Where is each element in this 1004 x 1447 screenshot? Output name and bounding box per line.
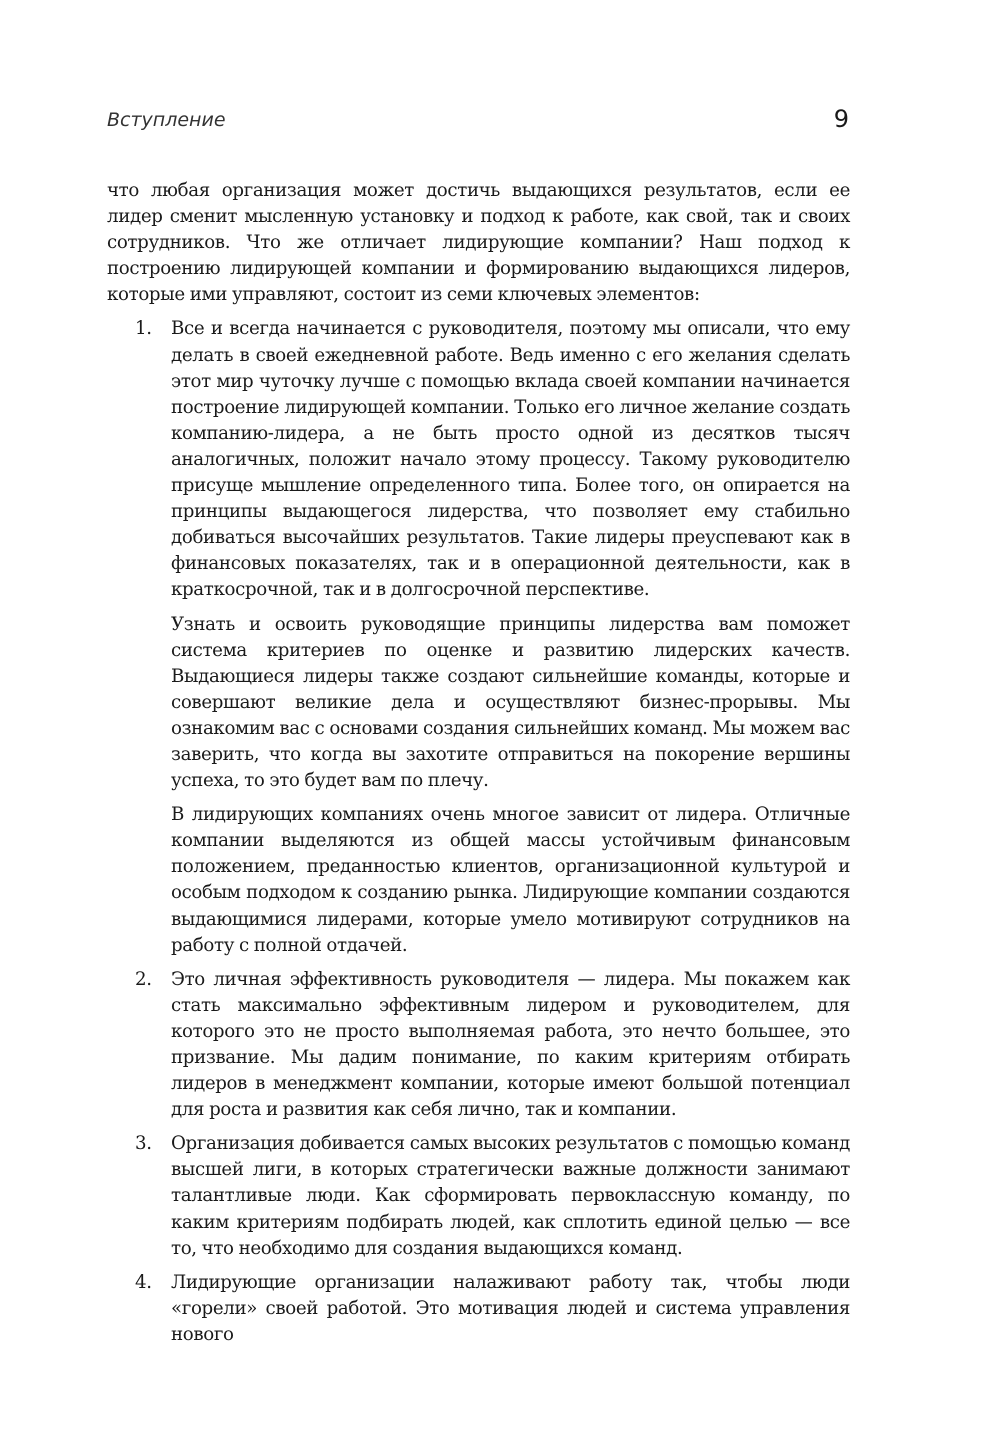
numbered-list: [107, 316, 850, 1348]
list-item-paragraph: В лидирующих компаниях очень многое зависит от лидера. Отличные компании выделяются из общей массы устойчивым финансовым положением, преданностью клиентов, организационной культурой и особым подходом к созданию рынка. Лидирующие компании создаются выдающимися лидерами, которые умело мотивируют сотрудников на работу с полной отдачей.: [171, 804, 850, 956]
list-item-number: 1.: [135, 318, 152, 340]
list-item-number: 2.: [135, 968, 152, 990]
list-item: [107, 1270, 850, 1348]
list-item: [107, 316, 850, 958]
list-item: [107, 1131, 850, 1261]
list-item-paragraph: Это личная эффективность руководителя — лидера. Мы покажем как стать максимально эффективным лидером и руководителем, для которого это не просто выполняемая работа, это нечто большее, это призвание. Мы дадим понимание, по каким критериям отбирать лидеров в менеджмент компании, которые имеют большой потенциал для роста и развития как себя лично, так и компании.: [171, 968, 850, 1121]
list-item-paragraph: Все и всегда начинается с руководителя, поэтому мы описали, что ему делать в своей ежедневной работе. Ведь именно с его желания сделать этот мир чуточку лучше с помощью вклада своей компании начинается построение лидирующей компании. Только его личное желание создать компанию-лидера, а не быть просто одной из десятков тысяч аналогичных, положит начало этому процессу. Такому руководителю присуще мышление определенного типа. Более того, он опирается на принципы выдающегося лидерства, что позволяет ему стабильно добиваться высочайших результатов. Такие лидеры преуспевают как в финансовых показателях, так и в операционной деятельности, как в краткосрочной, так и в долгосрочной перспективе.: [171, 318, 850, 601]
list-item: [107, 967, 850, 1124]
running-title: Вступление: [107, 109, 226, 131]
list-item-paragraph: Организация добивается самых высоких результатов с помощью команд высшей лиги, в которых стратегически важные должности занимают талантливые люди. Как сформировать первоклассную команду, по каким критериям подбирать людей, как сплотить единой целью — все то, что необходимо для создания выдающихся команд.: [171, 1133, 850, 1259]
list-item-number: 4.: [135, 1271, 152, 1293]
list-item-paragraph: Лидирующие организации налаживают работу так, чтобы люди «горели» своей работой. Это мотивация людей и система управления нового: [171, 1271, 850, 1345]
list-item-number: 3.: [135, 1133, 152, 1155]
body-text: [107, 178, 850, 1356]
list-item-paragraph: Узнать и освоить руководящие принципы лидерства вам поможет система критериев по оценке и развитию лидерских качеств. Выдающиеся лидеры также создают сильнейшие команды, которые и совершают великие дела и осуществляют бизнес-прорывы. Мы ознакомим вас с основами создания сильнейших команд. Мы можем вас заверить, что когда вы захотите отправиться на покорение вершины успеха, то это будет вам по плечу.: [171, 613, 850, 792]
intro-paragraph: что любая организация может достичь выдающихся результатов, если ее лидер сменит мысленную установку и подход к работе, как свой, так и своих сотрудников. Что же отличает лидирующие компании? Наш подход к построению лидирующей компании и формированию выдающихся лидеров, которые ими управляют, состоит из семи ключевых элементов:: [107, 180, 850, 306]
page-number: 9: [833, 105, 849, 133]
